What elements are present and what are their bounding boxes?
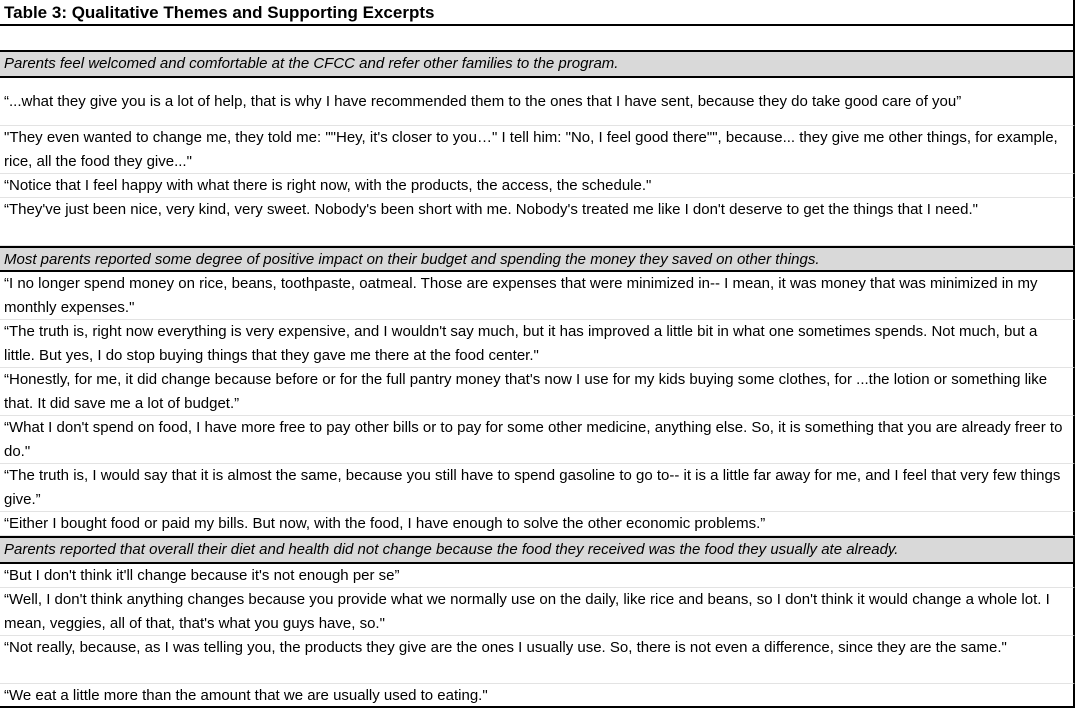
theme-header-3: Parents reported that overall their diet and health did not change because the food they received was the food they usually ate already. [0,536,1075,564]
quote-row: “Well, I don't think anything changes because you provide what we normally use on the daily, like rice and beans, so I don't think it would change a whole lot. I mean, veggies, all of that, that's what you guys have, so." [0,588,1075,636]
blank-row [0,26,1075,52]
quote-row: “Honestly, for me, it did change because before or for the full pantry money that's now I use for my kids buying some clothes, for ...the lotion or something like that. It did save me a lot of budget.” [0,368,1075,416]
quote-row: “The truth is, I would say that it is almost the same, because you still have to spend gasoline to go to-- it is a little far away for me, and I feel that very few things give.” [0,464,1075,512]
quote-row: “...what they give you is a lot of help, that is why I have recommended them to the ones that I have sent, because they do take good care of you” [0,78,1075,126]
quote-row: “They've just been nice, very kind, very sweet. Nobody's been short with me. Nobody's treated me like I don't deserve to get the things that I need." [0,198,1075,246]
quote-row: “Either I bought food or paid my bills. But now, with the food, I have enough to solve the other economic problems.” [0,512,1075,536]
quote-row: “We eat a little more than the amount that we are usually used to eating." [0,684,1075,708]
quote-row: “What I don't spend on food, I have more free to pay other bills or to pay for some other medicine, anything else. So, it is something that you are already freer to do." [0,416,1075,464]
quote-row: "They even wanted to change me, they told me: ""Hey, it's closer to you…" I tell him: "No, I feel good there"", because... they give me other things, for example, rice, all the food they give..." [0,126,1075,174]
table-title: Table 3: Qualitative Themes and Supporting Excerpts [0,0,1075,26]
quote-row: “I no longer spend money on rice, beans, toothpaste, oatmeal. Those are expenses that were minimized in-- I mean, it was money that was minimized in my monthly expenses." [0,272,1075,320]
theme-header-1: Parents feel welcomed and comfortable at the CFCC and refer other families to the program. [0,52,1075,78]
quote-row: “Notice that I feel happy with what there is right now, with the products, the access, the schedule." [0,174,1075,198]
quote-row: “Not really, because, as I was telling you, the products they give are the ones I usually use. So, there is not even a difference, since they are the same." [0,636,1075,684]
quote-row: “The truth is, right now everything is very expensive, and I wouldn't say much, but it has improved a little bit in what one sometimes spends. Not much, but a little. But yes, I do stop buying things that they gave me there at the food center." [0,320,1075,368]
quote-row: “But I don't think it'll change because it's not enough per se” [0,564,1075,588]
theme-header-2: Most parents reported some degree of positive impact on their budget and spending the money they saved on other things. [0,246,1075,272]
